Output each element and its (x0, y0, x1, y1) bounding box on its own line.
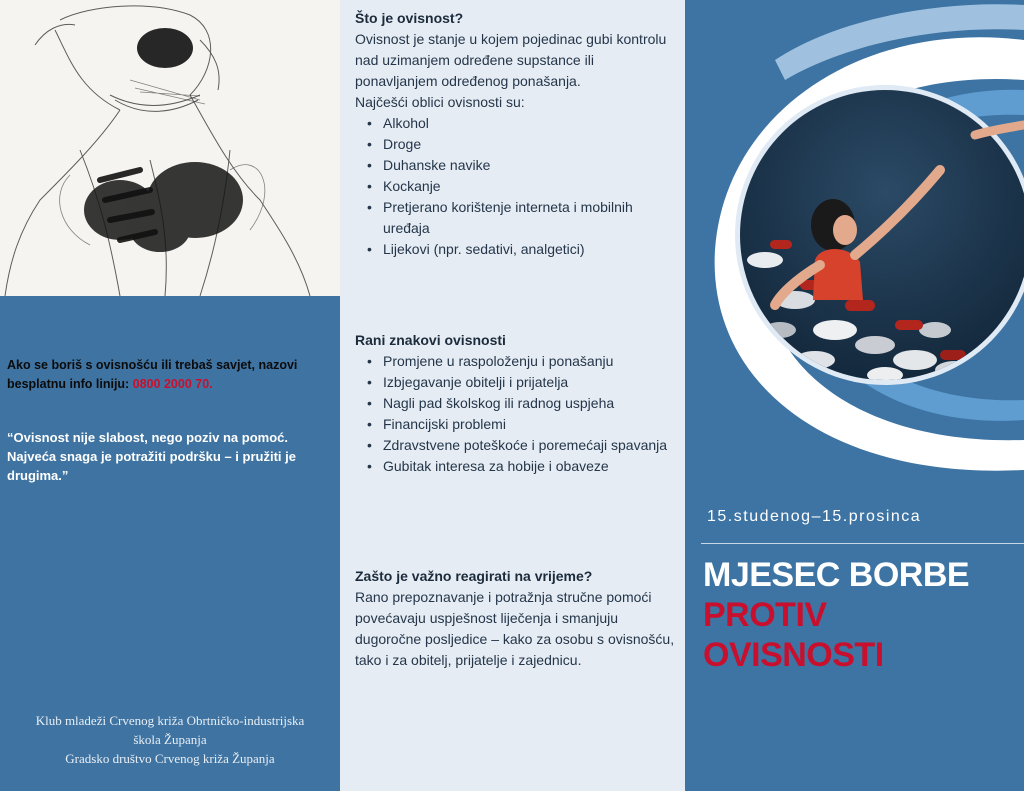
section-why-react (355, 566, 680, 671)
section-heading: Rani znakovi ovisnosti (355, 332, 506, 348)
section-heading: Što je ovisnost? (355, 10, 464, 26)
title-line-2: PROTIV (703, 596, 827, 634)
middle-panel (340, 0, 685, 791)
title-line-1: MJESEC BORBE (703, 556, 970, 594)
list-item: • Gubitak interesa za hobije i obaveze (367, 456, 680, 477)
helpline-text (7, 356, 337, 394)
helpline-message: Ako se boriš s ovisnošću ili trebaš savjet, nazovi besplatnu info liniju: (7, 358, 298, 391)
section-early-signs (355, 330, 680, 477)
right-panel (685, 0, 1024, 791)
org-line-3: Gradsko društvo Crvenog križa Županja (65, 751, 275, 766)
quote-text (7, 428, 337, 485)
charcoal-sketch-image (0, 0, 340, 296)
helpline-phone-number[interactable]: 0800 2000 70. (132, 377, 213, 391)
left-panel (0, 0, 340, 791)
list-item: • Izbjegavanje obitelji i prijatelja (367, 372, 680, 393)
quote-line-1: “Ovisnost nije slabost, nego poziv na pomoć. (7, 430, 288, 445)
title-line-3: OVISNOSTI (703, 636, 884, 674)
early-signs-list (355, 351, 680, 477)
section-what-is-addiction (355, 8, 680, 260)
addiction-types-list (355, 113, 680, 260)
org-line-2: škola Županja (133, 732, 207, 747)
list-item: • Financijski problemi (367, 414, 680, 435)
list-item: • Droge (367, 134, 680, 155)
organization-credits (0, 711, 340, 768)
list-item: • Alkohol (367, 113, 680, 134)
section-paragraph: Rano prepoznavanje i potražnja stručne pomoći povećavaju uspješnost liječenja i smanjuju dugoročne posljedice – kako za osobu s ovisnošću, tako i za obitelj, prijatelje i zajednicu. (355, 589, 675, 668)
list-item: • Zdravstvene poteškoće i poremećaji spavanja (367, 435, 680, 456)
woman-reaching-illustration (685, 0, 1024, 500)
list-item: • Duhanske navike (367, 155, 680, 176)
org-line-1: Klub mladeži Crvenog križa Obrtničko-industrijska (35, 713, 305, 728)
list-item: • Lijekovi (npr. sedativi, analgetici) (367, 239, 680, 260)
list-item: • Promjene u raspoloženju i ponašanju (367, 351, 680, 372)
list-intro: Najčešći oblici ovisnosti su: (355, 94, 525, 110)
quote-line-2: Najveća snaga je potražiti podršku – i pružiti je drugima.” (7, 449, 296, 483)
section-heading: Zašto je važno reagirati na vrijeme? (355, 568, 593, 584)
campaign-title (703, 555, 1023, 675)
section-paragraph: Ovisnost je stanje u kojem pojedinac gubi kontrolu nad uzimanjem određene supstance ili ponavljanjem određenog ponašanja. (355, 31, 667, 89)
list-item: • Kockanje (367, 176, 680, 197)
date-range: 15.studenog–15.prosinca (707, 508, 922, 525)
list-item: • Nagli pad školskog ili radnog uspjeha (367, 393, 680, 414)
list-item: • Pretjerano korištenje interneta i mobilnih uređaja (367, 197, 680, 239)
divider (701, 543, 1024, 544)
